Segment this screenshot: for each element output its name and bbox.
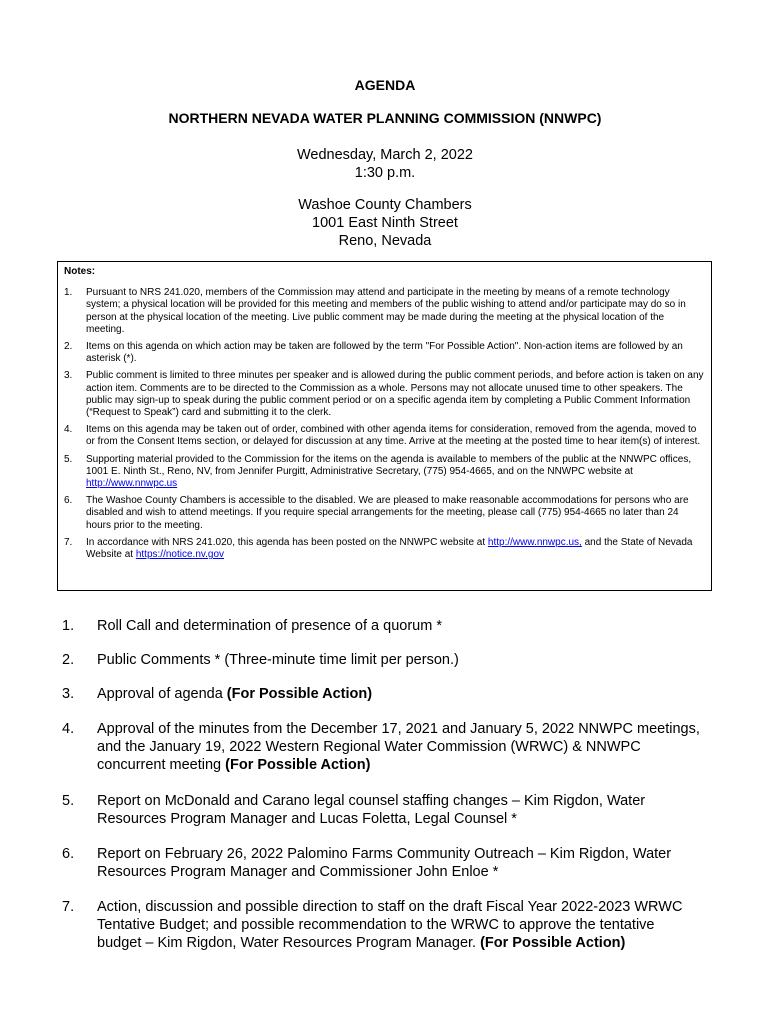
- note-item: [64, 537, 705, 561]
- note-number: 5.: [64, 453, 73, 465]
- note-text: Pursuant to NRS 241.020, members of the Commission may attend and participate in the meeting by means of a remote technology system; a physical location will be provided for this meeting and members of the public wishing to attend and/or participate may do so in person at the physical location of the meeting. Live public comment may be made during the meeting at the physical location of the meeting.: [86, 287, 686, 335]
- meeting-datetime: [0, 146, 770, 182]
- note-text-body: In accordance with NRS 241.020, this agenda has been posted on the NNWPC website at: [86, 536, 488, 548]
- agenda-item-number: 5.: [62, 793, 75, 809]
- page-title: AGENDA: [354, 77, 416, 93]
- agenda-item-text: [97, 685, 702, 703]
- agenda-list: [62, 617, 702, 952]
- note-item: [64, 341, 705, 365]
- action-label: (For Possible Action): [225, 757, 371, 773]
- note-number: 1.: [64, 287, 73, 299]
- note-item: [64, 495, 705, 532]
- nnwpc-website-link[interactable]: http://www.nnwpc.us,: [487, 536, 582, 548]
- commission-name: NORTHERN NEVADA WATER PLANNING COMMISSION (NNWPC): [168, 110, 602, 126]
- note-number: 2.: [64, 341, 73, 353]
- meeting-time: 1:30 p.m.: [354, 165, 416, 181]
- agenda-item: [62, 898, 702, 952]
- agenda-item-body: Action, discussion and possible direction to staff on the draft Fiscal Year 2022-2023 WRWC Tentative Budget; and possible recommendation to the WRWC to approve the tentative budget – Kim Rigdon, Water Resources Program Manager.: [97, 899, 683, 951]
- agenda-item-number: 6.: [62, 846, 75, 862]
- nnwpc-website-link[interactable]: http://www.nnwpc.us: [86, 478, 178, 490]
- meeting-location: [0, 196, 770, 250]
- note-text: The Washoe County Chambers is accessible to the disabled. We are pleased to make reasonable accommodations for persons who are disabled and wish to attend meetings. If you require special arrangements for the meeting, please call (775) 954-4665 no later than 24 hours prior to the meeting.: [86, 495, 689, 531]
- action-label: (For Possible Action): [226, 686, 373, 702]
- agenda-item-text: Report on February 26, 2022 Palomino Farms Community Outreach – Kim Rigdon, Water Resources Program Manager and Commissioner John Enloe *: [97, 846, 672, 880]
- note-number: 4.: [64, 424, 73, 436]
- agenda-item-number: 7.: [62, 899, 75, 915]
- notes-box: [57, 261, 712, 591]
- agenda-item: [62, 845, 702, 881]
- note-item: [64, 287, 705, 336]
- meeting-date: Wednesday, March 2, 2022: [297, 147, 473, 163]
- action-label: (For Possible Action): [480, 935, 626, 951]
- agenda-item-number: 2.: [62, 652, 75, 668]
- venue-city: Reno, Nevada: [338, 233, 432, 249]
- agenda-item-body: Approval of agenda: [97, 686, 227, 702]
- agenda-item-text: Report on McDonald and Carano legal counsel staffing changes – Kim Rigdon, Water Resources Program Manager and Lucas Foletta, Legal Counsel *: [97, 793, 646, 827]
- agenda-item: [62, 685, 702, 703]
- agenda-item-number: 3.: [62, 686, 75, 702]
- note-item: [64, 370, 705, 419]
- agenda-item-text: Public Comments * (Three-minute time limit per person.): [97, 652, 459, 668]
- venue-street: 1001 East Ninth Street: [312, 215, 458, 231]
- note-number: 6.: [64, 495, 73, 507]
- note-number: 3.: [64, 370, 73, 382]
- agenda-item: [62, 792, 702, 828]
- note-text-body: and the State of Nevada Website at: [86, 536, 693, 561]
- note-text-body: Supporting material provided to the Commission for the items on the agenda is available to members of the public at the NNWPC offices, 1001 E. Ninth St., Reno, NV, from Jennifer Purgitt, Administrative Secretary, (775) 954-4665, and on the NNWPC website at: [86, 453, 692, 477]
- nevada-notice-link[interactable]: https://notice.nv.gov: [135, 549, 225, 561]
- agenda-item: [62, 720, 702, 774]
- note-item: [64, 454, 705, 491]
- venue-name: Washoe County Chambers: [298, 197, 472, 213]
- agenda-item-body: Approval of the minutes from the December 17, 2021 and January 5, 2022 NNWPC meetings, and the January 19, 2022 Western Regional Water Commission (WRWC) & NNWPC concurrent meeting: [97, 721, 700, 773]
- note-item: [64, 424, 705, 448]
- note-text: [86, 537, 705, 561]
- agenda-item: [62, 617, 702, 635]
- note-text: Items on this agenda on which action may be taken are followed by the term "For Possible Action". Non-action items are followed by an asterisk (*).: [86, 341, 683, 365]
- agenda-item-number: 1.: [62, 618, 75, 634]
- agenda-item-text: Roll Call and determination of presence of a quorum *: [97, 618, 442, 634]
- note-text: Public comment is limited to three minutes per speaker and is allowed during the public comment periods, and before action is taken on any action item. Comments are to be directed to the Commission as a whole. Persons may not allocate unused time to other speakers. The public may sign-up to speak during the public comment period or on a specific agenda item by completing a Public Comment Information (“Request to Speak”) card and submitting it to the clerk.: [86, 370, 704, 419]
- note-text: [86, 454, 705, 491]
- notes-title: Notes:: [64, 266, 96, 277]
- agenda-item-text: [97, 720, 702, 774]
- agenda-item: [62, 651, 702, 669]
- agenda-item-text: [97, 898, 702, 952]
- agenda-item-number: 4.: [62, 721, 75, 737]
- note-number: 7.: [64, 536, 73, 548]
- note-text: Items on this agenda may be taken out of order, combined with other agenda items for consideration, removed from the agenda, moved to or from the Consent Items section, or delayed for discussion at any time. Arrive at the meeting at the posted time to hear item(s) of interest.: [86, 424, 701, 448]
